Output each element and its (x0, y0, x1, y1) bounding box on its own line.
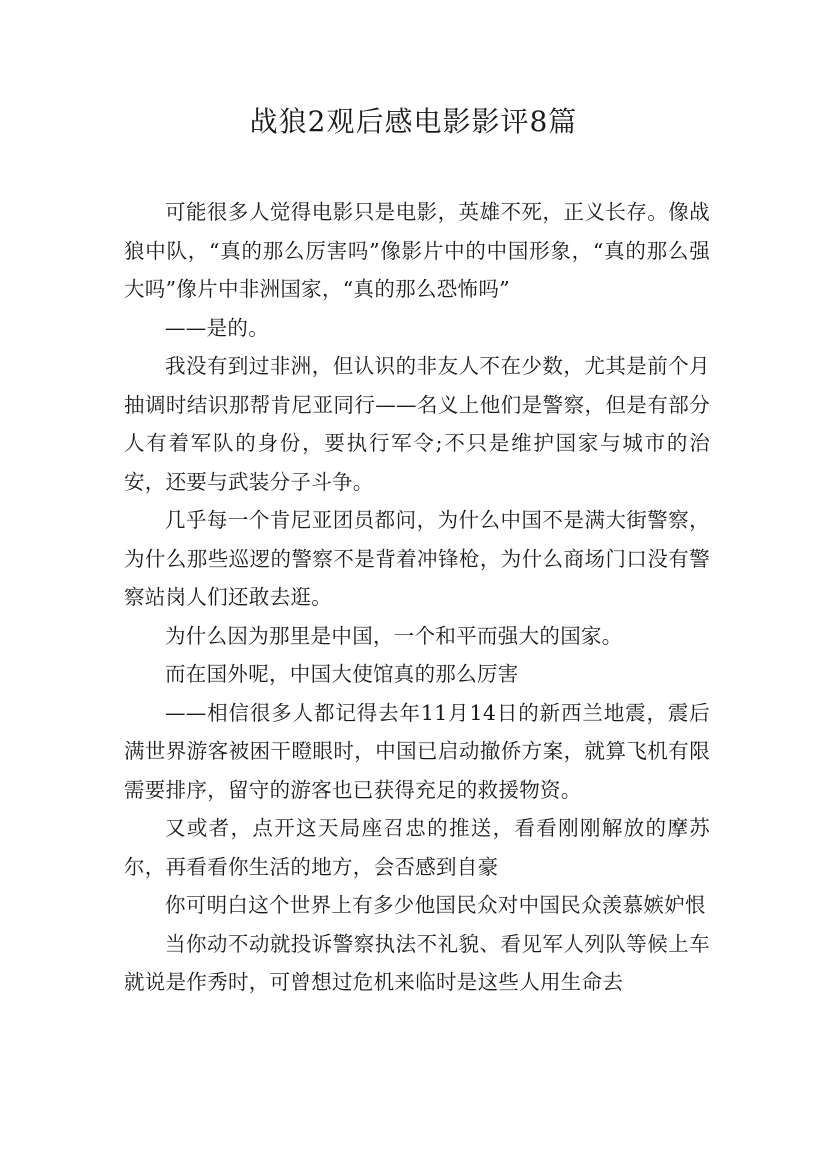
paragraph: 又或者，点开这天局座召忠的推送，看看刚刚解放的摩苏尔，再看看你生活的地方，会否感到自豪 (124, 816, 710, 879)
paragraph: 我没有到过非洲，但认识的非友人不在少数，尤其是前个月抽调时结识那帮肯尼亚同行——名义上他们是警察，但是有部分人有着军队的身份，要执行军令;不只是维护国家与城市的治安，还要与武装分子斗争。 (124, 354, 710, 494)
paragraph: 而在国外呢，中国大使馆真的那么厉害 (165, 662, 519, 686)
paragraph: 几乎每一个肯尼亚团员都问，为什么中国不是满大街警察，为什么那些巡逻的警察不是背着冲锋枪，为什么商场门口没有警察站岗人们还敢去逛。 (124, 508, 710, 609)
document-body (124, 193, 710, 1002)
paragraph: ——是的。 (165, 315, 269, 340)
document-title: 战狼2观后感电影影评8篇 (249, 105, 578, 138)
paragraph: ——相信很多人都记得去年11月14日的新西兰地震，震后满世界游客被困干瞪眼时，中国已启动撤侨方案，就算飞机有限需要排序，留守的游客也已获得充足的救援物资。 (124, 700, 710, 802)
paragraph: 可能很多人觉得电影只是电影，英雄不死，正义长存。像战狼中队，“真的那么厉害吗”像影片中的中国形象，“真的那么强大吗”像片中非洲国家，“真的那么恐怖吗” (124, 200, 710, 301)
paragraph: 你可明白这个世界上有多少他国民众对中国民众羡慕嫉妒恨 (165, 893, 706, 917)
paragraph: 为什么因为那里是中国，一个和平而强大的国家。 (165, 623, 623, 648)
paragraph: 当你动不动就投诉警察执法不礼貌、看见军人列队等候上车就说是作秀时，可曾想过危机来临时是这些人用生命去 (124, 931, 710, 994)
